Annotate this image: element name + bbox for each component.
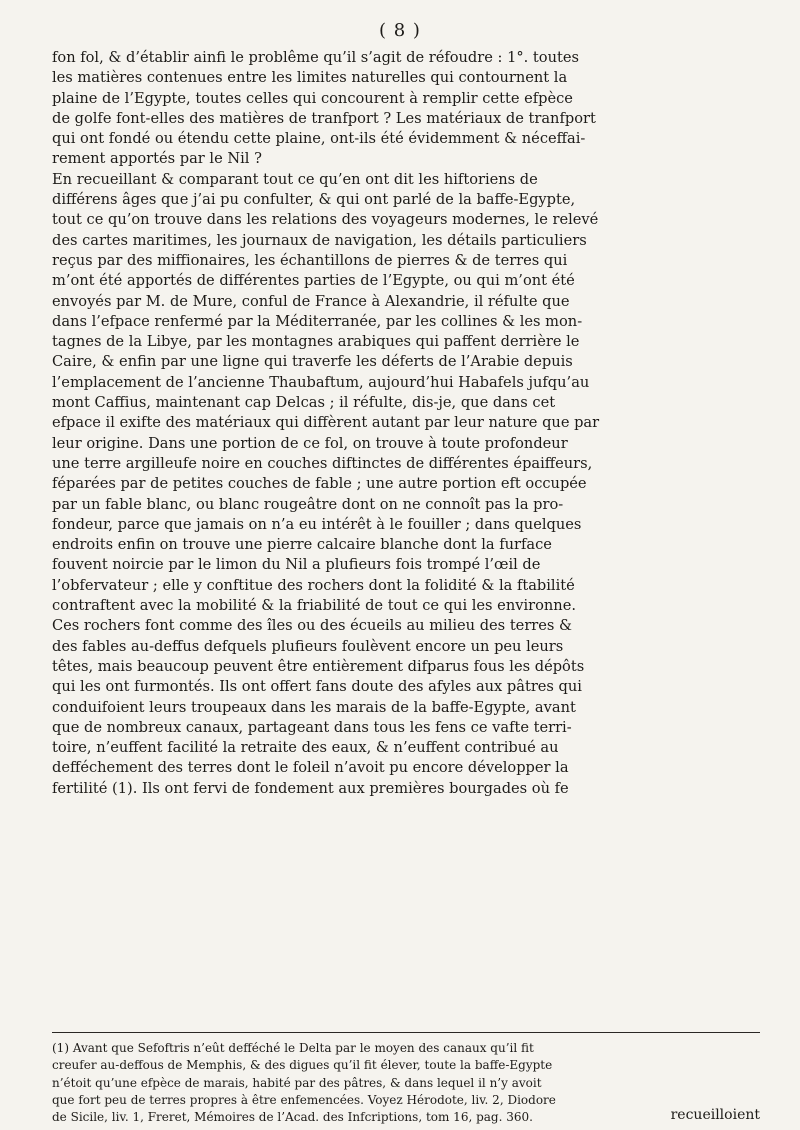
text-line: fouvent noircie par le limon du Nil a plufieurs fois trompé l’œil de: [52, 556, 541, 574]
text-line: l’obfervateur ; elle y conftitue des rochers dont la folidité & la ftabilité: [52, 576, 575, 594]
text-line: dans l’efpace renfermé par la Méditerranée, par les collines & les mon-: [52, 312, 583, 330]
text-line: qui les ont furmontés. Ils ont offert fans doute des afyles aux pâtres qui: [52, 678, 582, 696]
text-line: tout ce qu’on trouve dans les relations des voyageurs modernes, le relevé: [52, 211, 599, 229]
text-line: féparées par de petites couches de fable ; une autre portion eft occupée: [52, 475, 587, 493]
text-line: fon fol, & d’établir ainfi le problême qu’il s’agit de réfoudre : 1°. toutes: [52, 49, 579, 66]
text-line: Ces rochers font comme des îles ou des écueils au milieu des terres &: [52, 617, 573, 635]
text-line: contraftent avec la mobilité & la friabilité de tout ce qui les environne.: [52, 597, 576, 615]
text-line: fertilité (1). Ils ont fervi de fondement aux premières bourgades où fe: [52, 779, 569, 797]
text-line: Caire, & enfin par une ligne qui traverfe les déferts de l’Arabie depuis: [52, 353, 573, 371]
text-line: plaine de l’Egypte, toutes celles qui concourent à remplir cette efpèce: [52, 89, 573, 107]
text-line: envoyés par M. de Mure, conful de France à Alexandrie, il réfulte que: [52, 292, 570, 310]
footnote-line: que fort peu de terres propres à être enfemencées. Voyez Hérodote, liv. 2, Diodore: [52, 1092, 556, 1107]
text-line: leur origine. Dans une portion de ce fol, on trouve à toute profondeur: [52, 434, 568, 452]
text-line: efpace il exifte des matériaux qui diffèrent autant par leur nature que par: [52, 414, 600, 432]
text-line: une terre argilleufe noire en couches diftinctes de différentes épaiffeurs,: [52, 454, 593, 472]
main-text: [52, 48, 760, 799]
text-line: rement apportés par le Nil ?: [52, 150, 262, 168]
text-line: m’ont été apportés de différentes parties de l’Egypte, ou qui m’ont été: [52, 272, 575, 290]
text-line: par un fable blanc, ou blanc rougeâtre dont on ne connoît pas la pro-: [52, 495, 564, 513]
catchword: recueilloient: [670, 1107, 760, 1123]
text-line: En recueillant & comparant tout ce qu’en ont dit les hiftoriens de: [52, 170, 538, 188]
text-line: différens âges que j’ai pu confulter, & qui ont parlé de la baffe-Egypte,: [52, 191, 576, 209]
text-line: tagnes de la Libye, par les montagnes arabiques qui paffent derrière le: [52, 333, 580, 351]
text-line: des fables au-deffus defquels plufieurs foulèvent encore un peu leurs: [52, 637, 564, 655]
footnote-line: (1) Avant que Sefoftris n’eût defféché le Delta par le moyen des canaux qu’il fit: [52, 1041, 534, 1055]
text-line: fondeur, parce que jamais on n’a eu intérêt à le fouiller ; dans quelques: [52, 515, 582, 533]
text-line: endroits enfin on trouve une pierre calcaire blanche dont la furface: [52, 536, 552, 554]
text-line: defféchement des terres dont le foleil n’avoit pu encore développer la: [52, 759, 569, 777]
text-line: reçus par des miffionaires, les échantillons de pierres & de terres qui: [52, 251, 568, 269]
text-line: têtes, mais beaucoup peuvent être entièrement difparus fous les dépôts: [52, 657, 585, 675]
text-line: mont Caffius, maintenant cap Delcas ; il réfulte, dis-je, que dans cet: [52, 394, 556, 412]
text-line: toire, n’euffent facilité la retraite des eaux, & n’euffent contribué au: [52, 739, 559, 757]
text-line: l’emplacement de l’ancienne Thaubaftum, aujourd’hui Habafels jufqu’au: [52, 373, 590, 391]
text-line: des cartes maritimes, les journaux de navigation, les détails particuliers: [52, 231, 587, 249]
page-number: ( 8 ): [379, 20, 421, 41]
text-line: conduifoient leurs troupeaux dans les marais de la baffe-Egypte, avant: [52, 698, 576, 716]
text-line: que de nombreux canaux, partageant dans tous les fens ce vafte terri-: [52, 718, 572, 736]
text-line: qui ont fondé ou étendu cette plaine, ont-ils été évidemment & néceffai-: [52, 130, 586, 148]
text-line: de golfe font-elles des matières de tranfport ? Les matériaux de tranfport: [52, 109, 596, 127]
footnote: [52, 1040, 760, 1126]
footnote-line: creufer au-deffous de Memphis, & des digues qu’il fit élever, toute la baffe-Egypte: [52, 1058, 553, 1073]
footnote-line: n’étoit qu’une efpèce de marais, habité par des pâtres, & dans lequel il n’y avoit: [52, 1075, 542, 1090]
footnote-line: de Sicile, liv. 1, Freret, Mémoires de l’Acad. des Infcriptions, tom 16, pag. 360.: [52, 1110, 533, 1125]
footnote-separator: [52, 1032, 760, 1033]
text-line: les matières contenues entre les limites naturelles qui contournent la: [52, 69, 568, 87]
